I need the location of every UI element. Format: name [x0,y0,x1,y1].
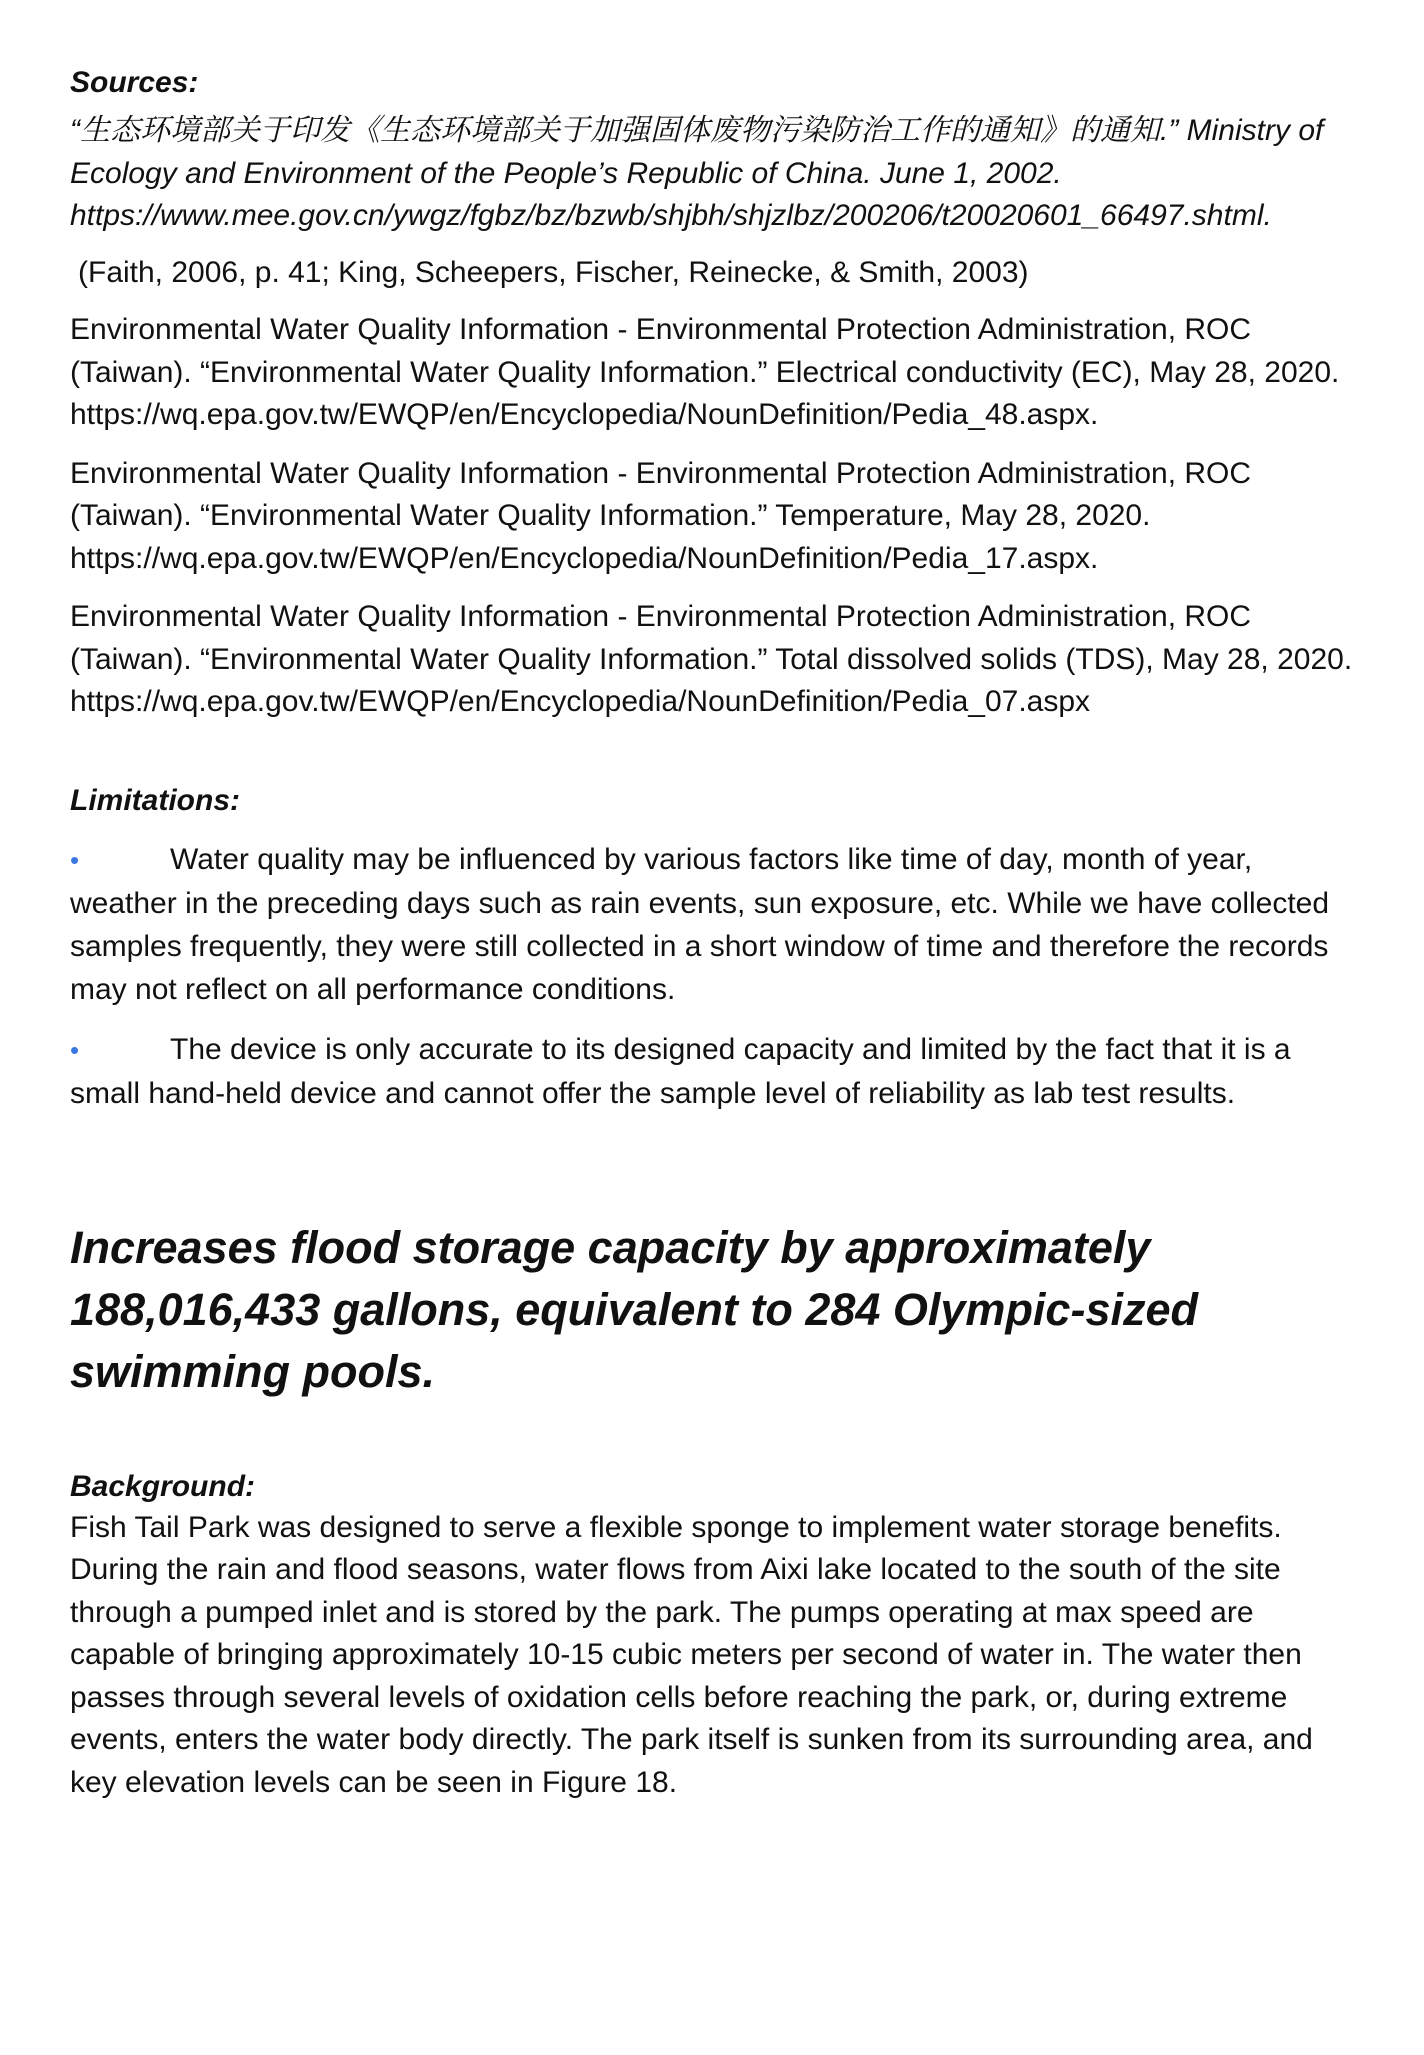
limitation-item [70,838,1360,1011]
source-epa-tds-citation: Environmental Water Quality Information - Environmental Protection Administration, ROC (Taiwan). “Environmental Water Quality Information.” Total dissolved solids (TDS), May 28, 2020. https://wq.epa.gov.tw/EWQP/en/Encyclopedia/NounDefinition/Pedia_07.aspx [70,600,1353,718]
background-paragraph: Fish Tail Park was designed to serve a flexible sponge to implement water storage benefits. During the rain and flood seasons, water flows from Aixi lake located to the south of the site through a pumped inlet and is stored by the park. The pumps operating at max speed are capable of bringing approximately 10-15 cubic meters per second of water in. The water then passes through several levels of oxidation cells before reaching the park, or, during extreme events, enters the water body directly. The park itself is sunken from its surrounding area, and key elevation levels can be seen in Figure 18. [70,1510,1313,1799]
background-heading: Background: [70,1469,256,1503]
document-page [70,62,1360,1804]
source-faith-citation: (Faith, 2006, p. 41; King, Scheepers, Fischer, Reinecke, & Smith, 2003) [78,255,1029,289]
sources-heading: Sources: [70,66,199,99]
flood-storage-headline: Increases flood storage capacity by approximately 188,016,433 gallons, equivalent to 284 Olympic-sized swimming pools. [70,1221,1198,1397]
source-mee-citation: “生态环境部关于印发《生态环境部关于加强固体废物污染防治工作的通知》的通知.” Ministry of Ecology and Environment of the People’s Republic of China. June 1, 2002. https://www.mee.gov.cn/ywgz/fgbz/bz/bzwb/shjbh/shjzlbz/200206/t20020601_66497.shtml. [70,114,1324,232]
limitations-heading: Limitations: [70,783,240,817]
source-epa-ec-citation: Environmental Water Quality Information - Environmental Protection Administration, ROC (Taiwan). “Environmental Water Quality Information.” Electrical conductivity (EC), May 28, 2020. https://wq.epa.gov.tw/EWQP/en/Encyclopedia/NounDefinition/Pedia_48.aspx. [70,313,1340,431]
limitation-item-text: The device is only accurate to its designed capacity and limited by the fact that it is a small hand-held device and cannot offer the sample level of reliability as lab test results. [70,1032,1291,1110]
source-epa-temperature-citation: Environmental Water Quality Information - Environmental Protection Administration, ROC (Taiwan). “Environmental Water Quality Information.” Temperature, May 28, 2020. https://wq.epa.gov.tw/EWQP/en/Encyclopedia/NounDefinition/Pedia_17.aspx. [70,456,1252,575]
limitation-item [70,1028,1360,1115]
bullet-icon: • [70,1034,80,1065]
limitation-item-text: Water quality may be influenced by various factors like time of day, month of year, weather in the preceding days such as rain events, sun exposure, etc. While we have collected samples frequently, they were still collected in a short window of time and therefore the records may not reflect on all performance conditions. [70,842,1330,1006]
bullet-icon: • [70,844,80,875]
